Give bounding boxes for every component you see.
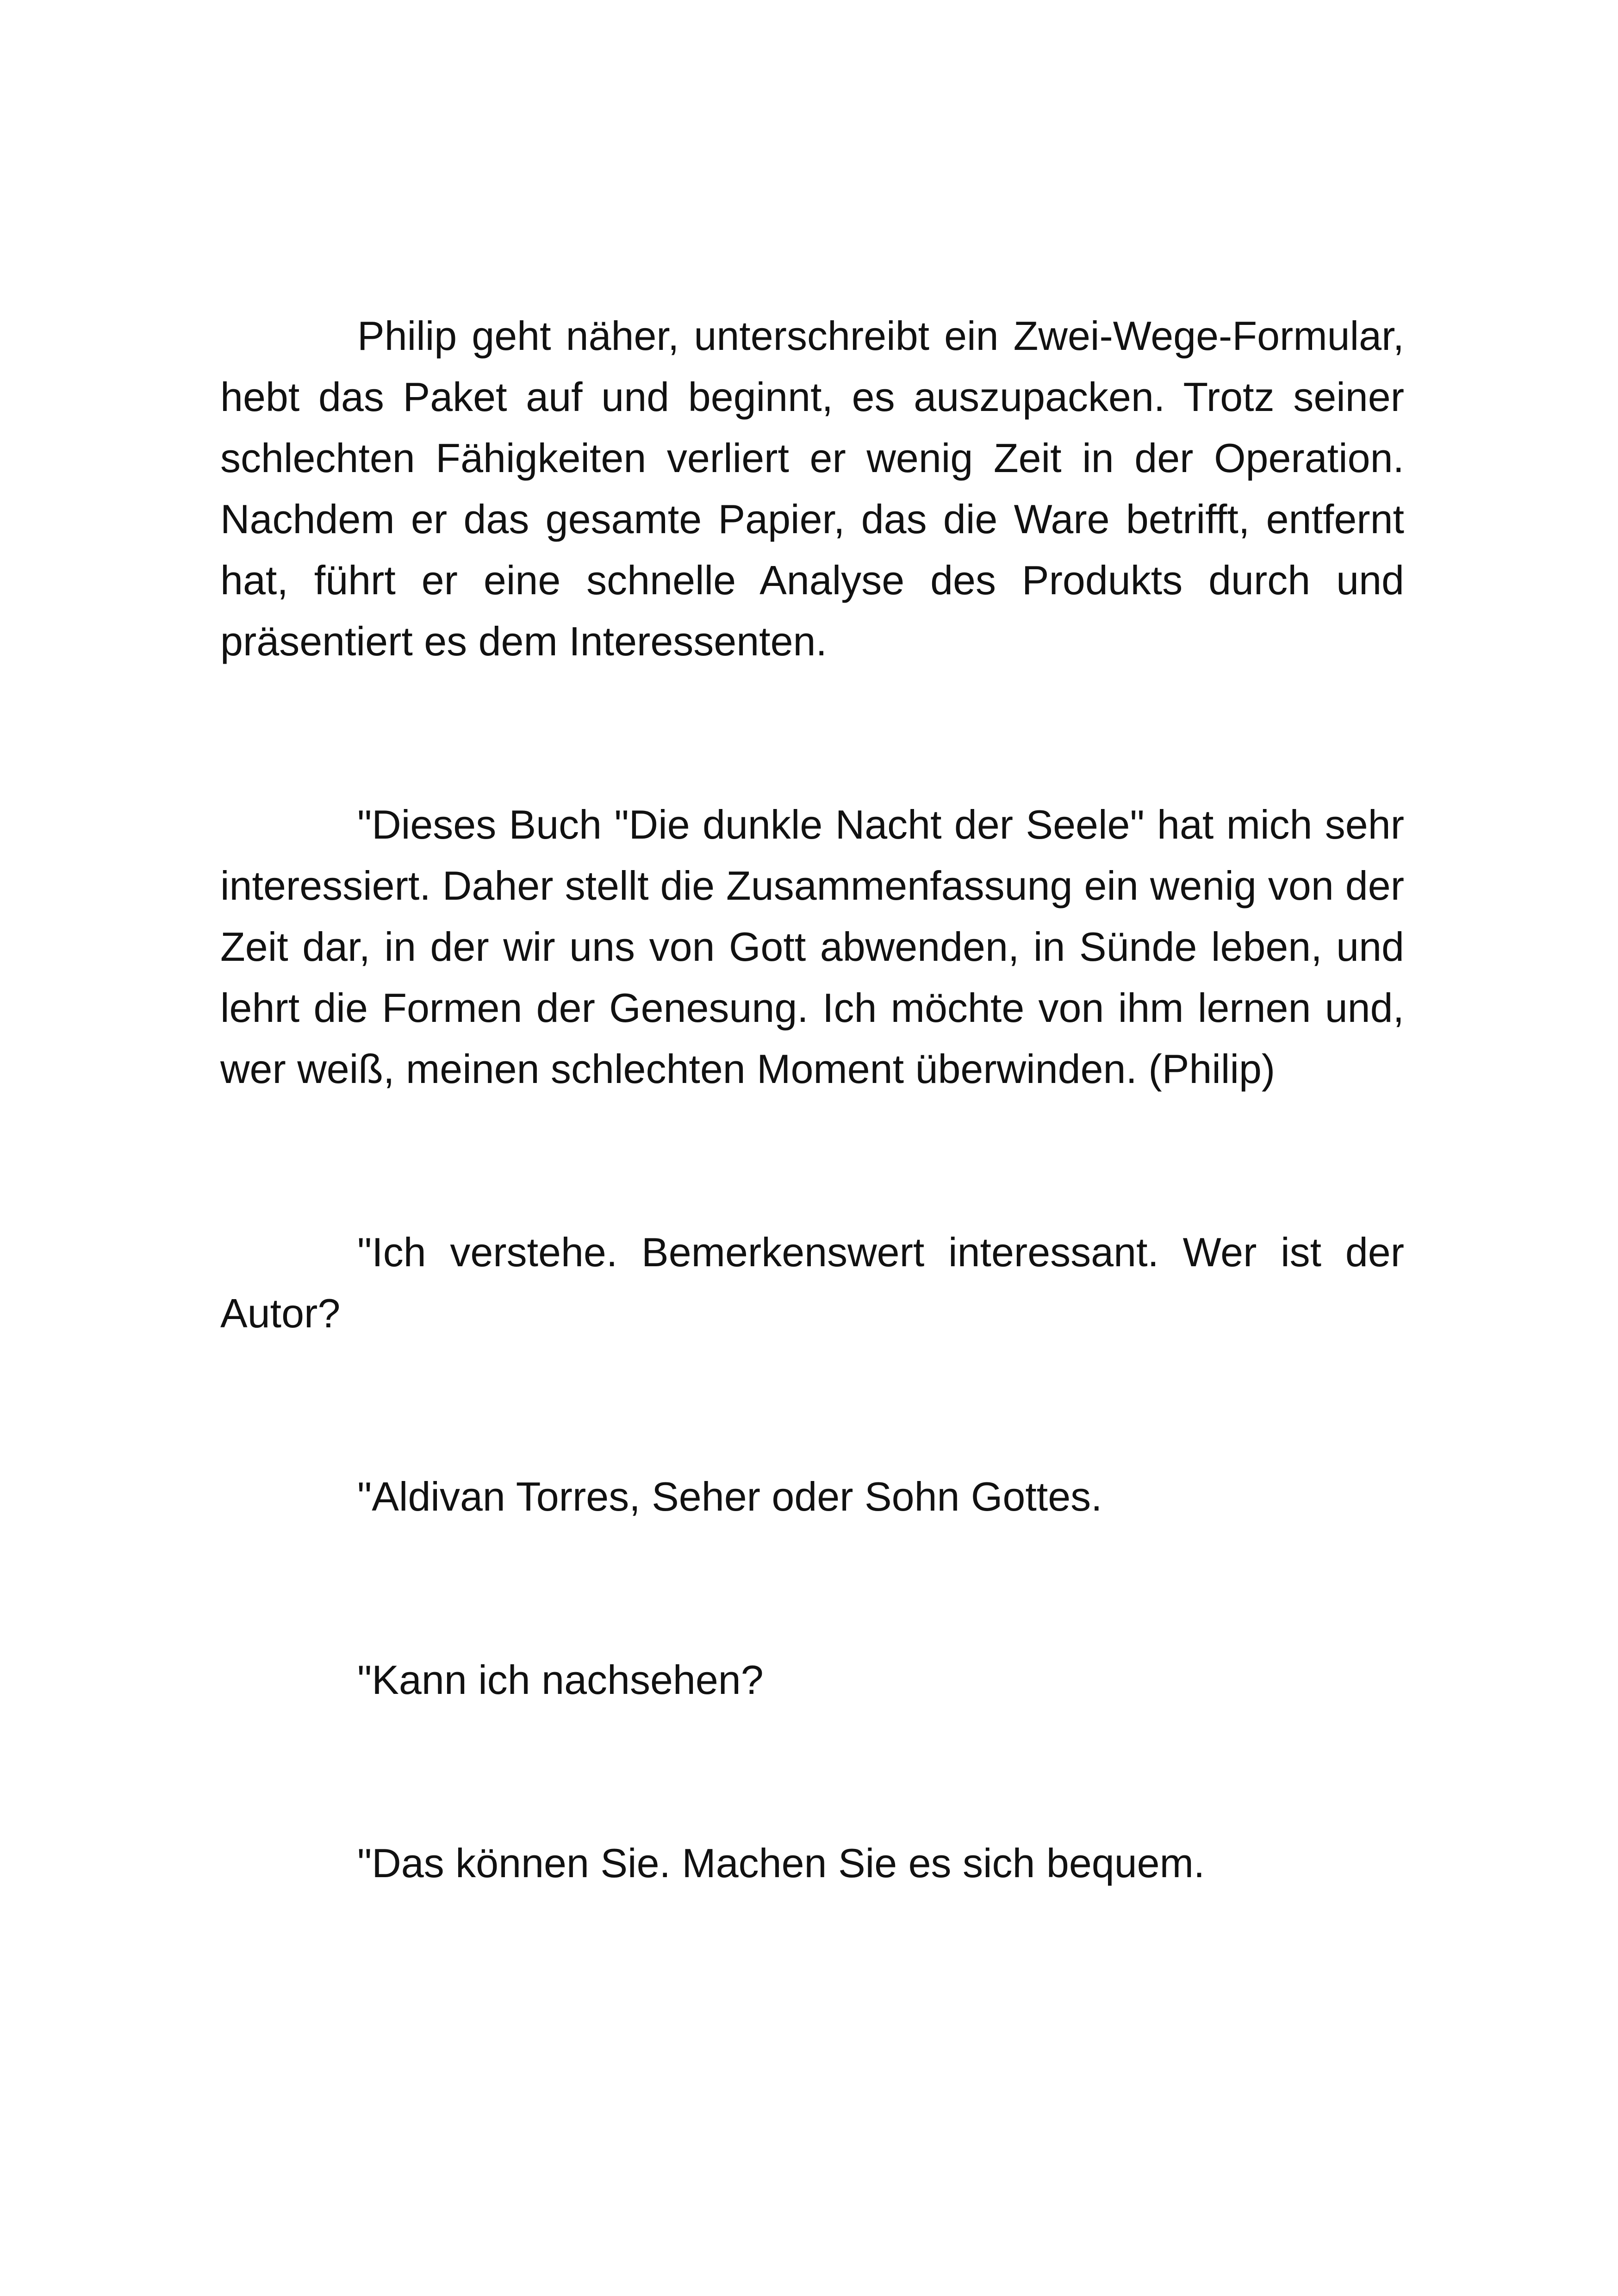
body-text bbox=[220, 305, 1404, 1894]
paragraph-unpacking: Philip geht näher, unterschreibt ein Zwei-Wege-Formular, hebt das Paket auf und beginnt, es auszupacken. Trotz seiner schlechten Fähigkeiten verliert er wenig Zeit in der Operation. Nachdem er das gesamte Papier, das die Ware betrifft, entfernt hat, führt er eine schnelle Analyse des Produkts durch und präsentiert es dem Interessenten. bbox=[220, 313, 1404, 664]
paragraph-author-question: "Ich verstehe. Bemerkenswert interessant. Wer ist der Autor? bbox=[220, 1229, 1404, 1336]
paragraph-philip-book: "Dieses Buch "Die dunkle Nacht der Seele" hat mich sehr interessiert. Daher stellt die Zusammenfassung ein wenig von der Zeit dar, in der wir uns von Gott abwenden, in Sünde leben, und lehrt die Formen der Genesung. Ich möchte von ihm lernen und, wer weiß, meinen schlechten Moment überwinden. (Philip) bbox=[220, 802, 1404, 1092]
paragraph-author-answer: "Aldivan Torres, Seher oder Sohn Gottes. bbox=[357, 1474, 1102, 1519]
paragraph-may-i-look: "Kann ich nachsehen? bbox=[357, 1657, 764, 1703]
paragraph-make-yourself-comfortable: "Das können Sie. Machen Sie es sich bequem. bbox=[357, 1840, 1205, 1886]
